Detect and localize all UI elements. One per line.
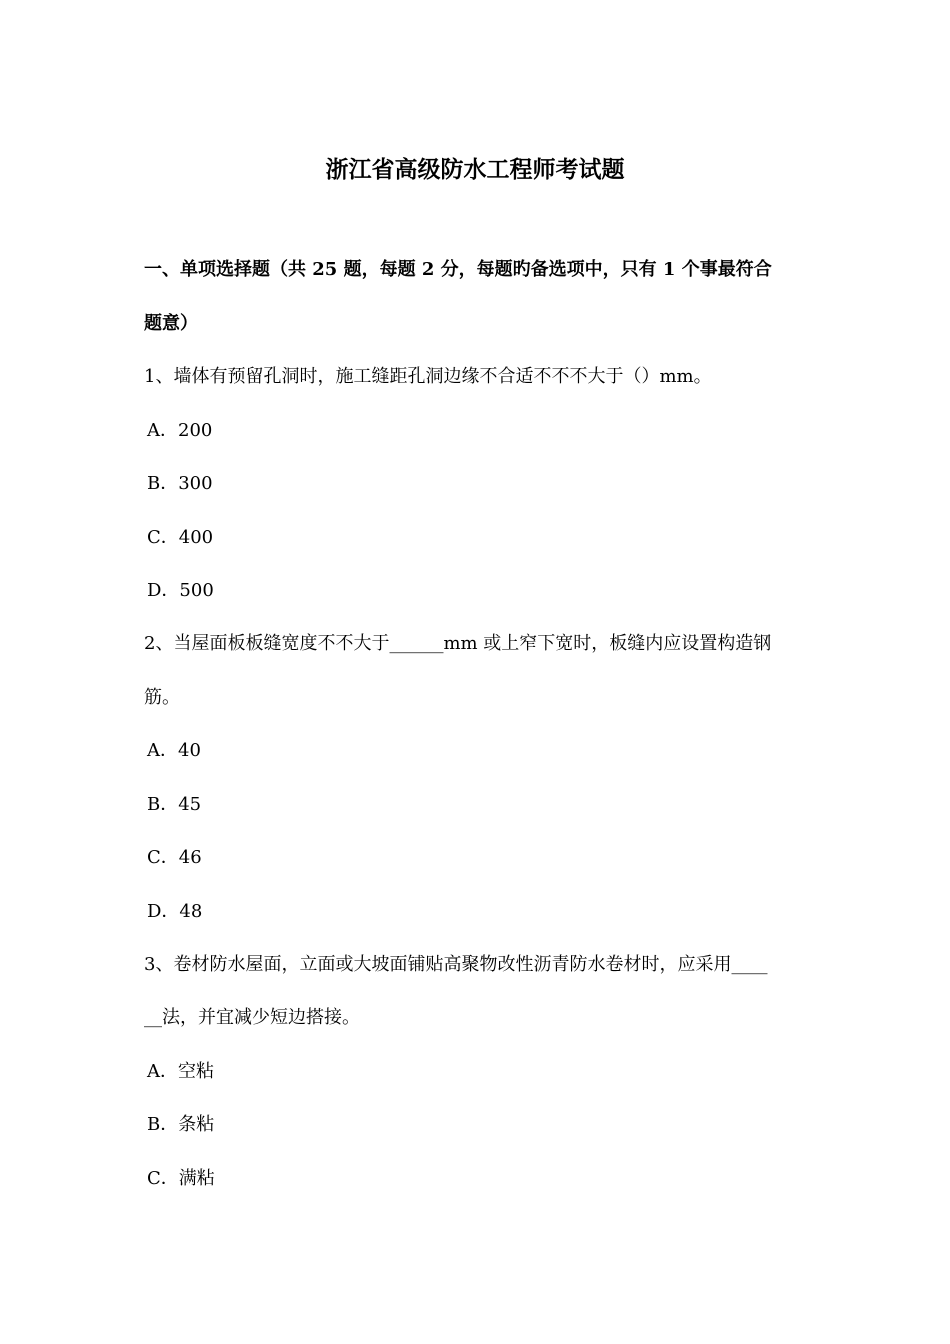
section-heading-continued: 题意）: [144, 313, 198, 334]
question-2-option-d: D．48: [147, 901, 203, 922]
question-1-text: 1、墙体有预留孔洞时，施工缝距孔洞边缘不合适不不不大于（）mm。: [144, 366, 712, 387]
section-heading: 一、单项选择题（共 25 题，每题 2 分，每题旳备选项中，只有 1 个事最符合: [144, 259, 772, 280]
question-3-text-continued: __法，并宜减少短边搭接。: [144, 1007, 360, 1028]
question-3-option-c: C．满粘: [147, 1168, 215, 1189]
question-2-option-c: C．46: [147, 847, 202, 868]
question-2-option-a: A．40: [147, 740, 201, 761]
question-2-text-continued: 筋。: [144, 687, 180, 708]
question-1-option-b: B．300: [147, 473, 213, 494]
question-3-text: 3、卷材防水屋面，立面或大坡面铺贴高聚物改性沥青防水卷材时，应采用____: [144, 954, 768, 975]
question-2-text: 2、当屋面板板缝宽度不不大于______mm 或上窄下宽时，板缝内应设置构造钢: [144, 633, 772, 654]
question-3-option-b: B．条粘: [147, 1114, 215, 1135]
document-title: 浙江省高级防水工程师考试题: [325, 156, 625, 183]
question-2-option-b: B．45: [147, 794, 202, 815]
question-1-option-a: A．200: [147, 420, 213, 441]
question-1-option-d: D．500: [147, 580, 214, 601]
question-3-option-a: A．空粘: [147, 1061, 214, 1082]
question-1-option-c: C．400: [147, 527, 214, 548]
